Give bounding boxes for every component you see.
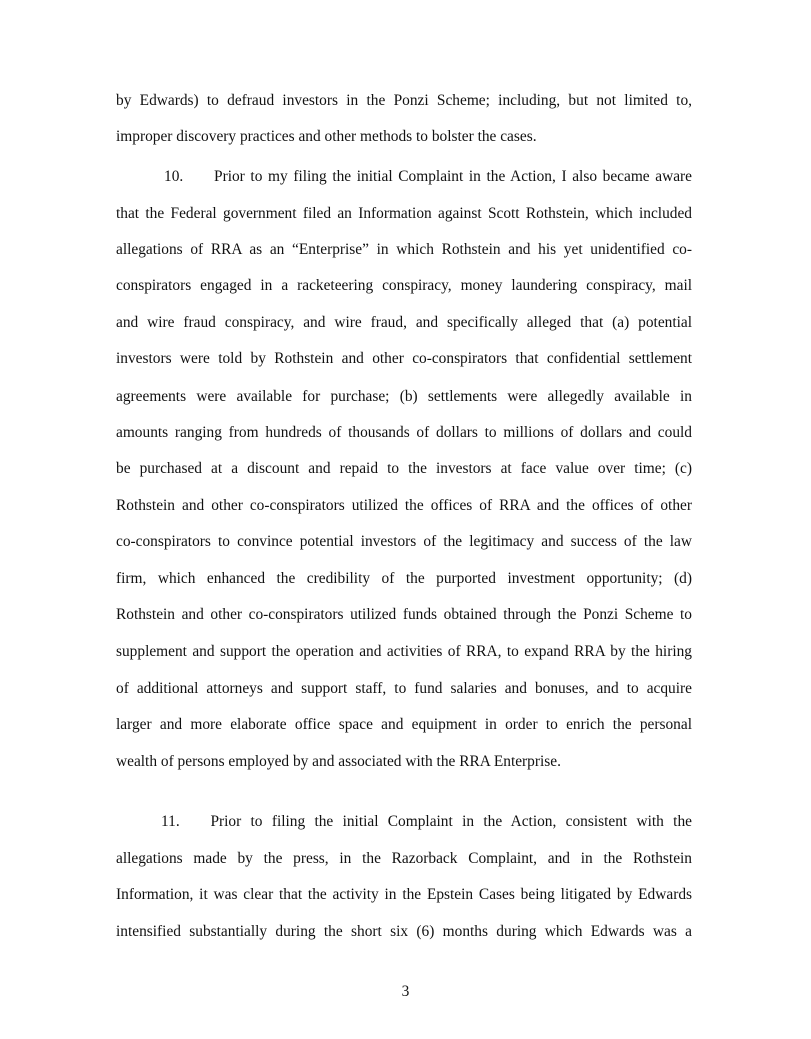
text-line: allegations made by the press, in the Razorback Complaint, and in the Rothstein <box>116 850 692 867</box>
text-line: and wire fraud conspiracy, and wire fraud, and specifically alleged that (a) potential <box>116 314 692 331</box>
paragraph-number-line: 10. Prior to my filing the initial Complaint in the Action, I also became aware <box>164 168 692 185</box>
text-line: investors were told by Rothstein and other co-conspirators that confidential settlement <box>116 350 692 367</box>
text-line: Information, it was clear that the activity in the Epstein Cases being litigated by Edwards <box>116 886 692 903</box>
text-line: wealth of persons employed by and associated with the RRA Enterprise. <box>116 753 561 770</box>
text-line: firm, which enhanced the credibility of the purported investment opportunity; (d) <box>116 570 692 587</box>
text-line: improper discovery practices and other methods to bolster the cases. <box>116 128 537 145</box>
page-number: 3 <box>401 983 410 1000</box>
text-line: Rothstein and other co-conspirators utilized funds obtained through the Ponzi Scheme to <box>116 606 692 623</box>
text-line: co-conspirators to convince potential investors of the legitimacy and success of the law <box>116 533 692 550</box>
text-line: be purchased at a discount and repaid to the investors at face value over time; (c) <box>116 460 692 477</box>
text-line: intensified substantially during the short six (6) months during which Edwards was a <box>116 923 692 940</box>
text-line: agreements were available for purchase; (b) settlements were allegedly available in <box>116 388 692 405</box>
text-line: larger and more elaborate office space and equipment in order to enrich the personal <box>116 716 692 733</box>
text-line: supplement and support the operation and activities of RRA, to expand RRA by the hiring <box>116 643 692 660</box>
text-line: Rothstein and other co-conspirators utilized the offices of RRA and the offices of other <box>116 497 692 514</box>
text-line: of additional attorneys and support staff, to fund salaries and bonuses, and to acquire <box>116 680 692 697</box>
text-line: that the Federal government filed an Information against Scott Rothstein, which included <box>116 205 692 222</box>
paragraph-number-line: 11. Prior to filing the initial Complaint in the Action, consistent with the <box>161 813 692 830</box>
text-line: by Edwards) to defraud investors in the Ponzi Scheme; including, but not limited to, <box>116 92 692 109</box>
text-line: amounts ranging from hundreds of thousands of dollars to millions of dollars and could <box>116 424 692 441</box>
text-line: conspirators engaged in a racketeering conspiracy, money laundering conspiracy, mail <box>116 277 692 294</box>
text-line: allegations of RRA as an “Enterprise” in which Rothstein and his yet unidentified co- <box>116 241 692 258</box>
